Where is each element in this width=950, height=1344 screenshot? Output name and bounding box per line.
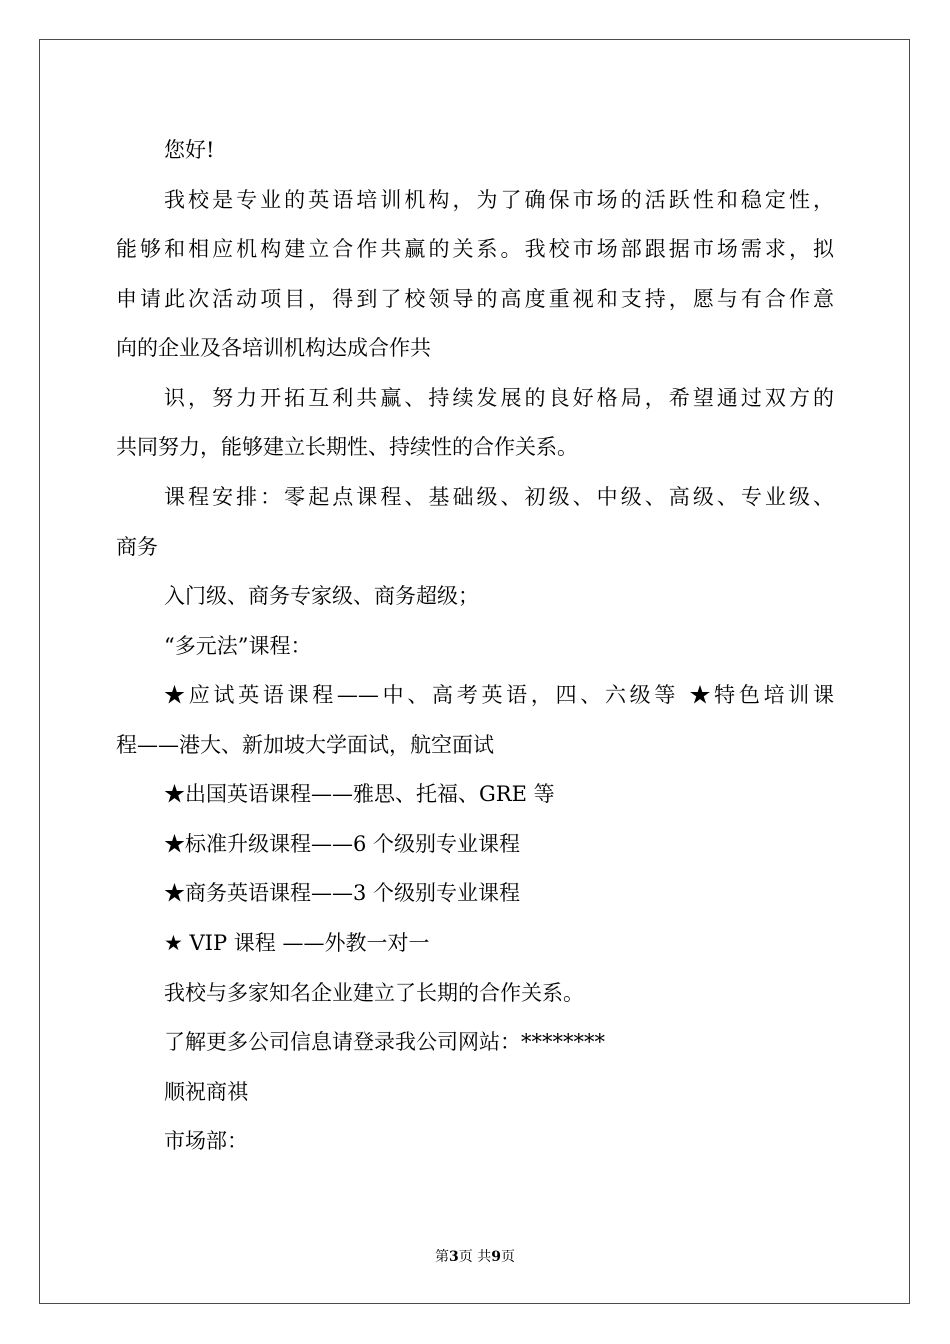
course-item-line: ★ VIP 课程 ——外教一对一 (164, 931, 430, 955)
footer-middle: 页 共 (458, 1249, 492, 1265)
paragraph-line: 向的企业及各培训机构达成合作共 (116, 336, 431, 360)
greeting-line: 您好! (164, 138, 215, 162)
course-schedule-line: 课程安排：零起点课程、基础级、初级、中级、高级、专业级、 (164, 485, 834, 509)
course-item-line: ★出国英语课程——雅思、托福、GRE 等 (164, 782, 555, 806)
page-border (39, 39, 910, 1304)
closing-line: 顺祝商祺 (164, 1080, 248, 1104)
paragraph-line: 我校与多家知名企业建立了长期的合作关系。 (164, 981, 584, 1005)
course-schedule-line: 入门级、商务专家级、商务超级； (164, 584, 479, 608)
course-schedule-line: 商务 (116, 535, 158, 559)
paragraph-line: 我校是专业的英语培训机构，为了确保市场的活跃性和稳定性， (164, 188, 834, 212)
paragraph-line: 共同努力，能够建立长期性、持续性的合作关系。 (116, 435, 578, 459)
paragraph-line: 能够和相应机构建立合作共赢的关系。我校市场部跟据市场需求，拟 (116, 237, 834, 261)
course-item-line: ★标准升级课程——6 个级别专业课程 (164, 832, 521, 856)
page-footer (0, 1247, 950, 1267)
footer-page-number: 3 (449, 1249, 459, 1265)
signature-line: 市场部： (164, 1129, 248, 1153)
course-item-line: 程——港大、新加坡大学面试，航空面试 (116, 733, 494, 757)
course-item-line: ★应试英语课程——中、高考英语，四、六级等 ★特色培训课 (164, 683, 834, 707)
website-line: 了解更多公司信息请登录我公司网站：******** (164, 1030, 605, 1054)
footer-total-pages: 9 (491, 1249, 501, 1265)
course-heading-line: “多元法”课程： (164, 634, 312, 658)
paragraph-line: 申请此次活动项目，得到了校领导的高度重视和支持，愿与有合作意 (116, 287, 834, 311)
paragraph-line: 识，努力开拓互利共赢、持续发展的良好格局，希望通过双方的 (164, 386, 834, 410)
course-item-line: ★商务英语课程——3 个级别专业课程 (164, 881, 521, 905)
footer-suffix: 页 (500, 1249, 515, 1265)
footer-prefix: 第 (435, 1249, 450, 1265)
